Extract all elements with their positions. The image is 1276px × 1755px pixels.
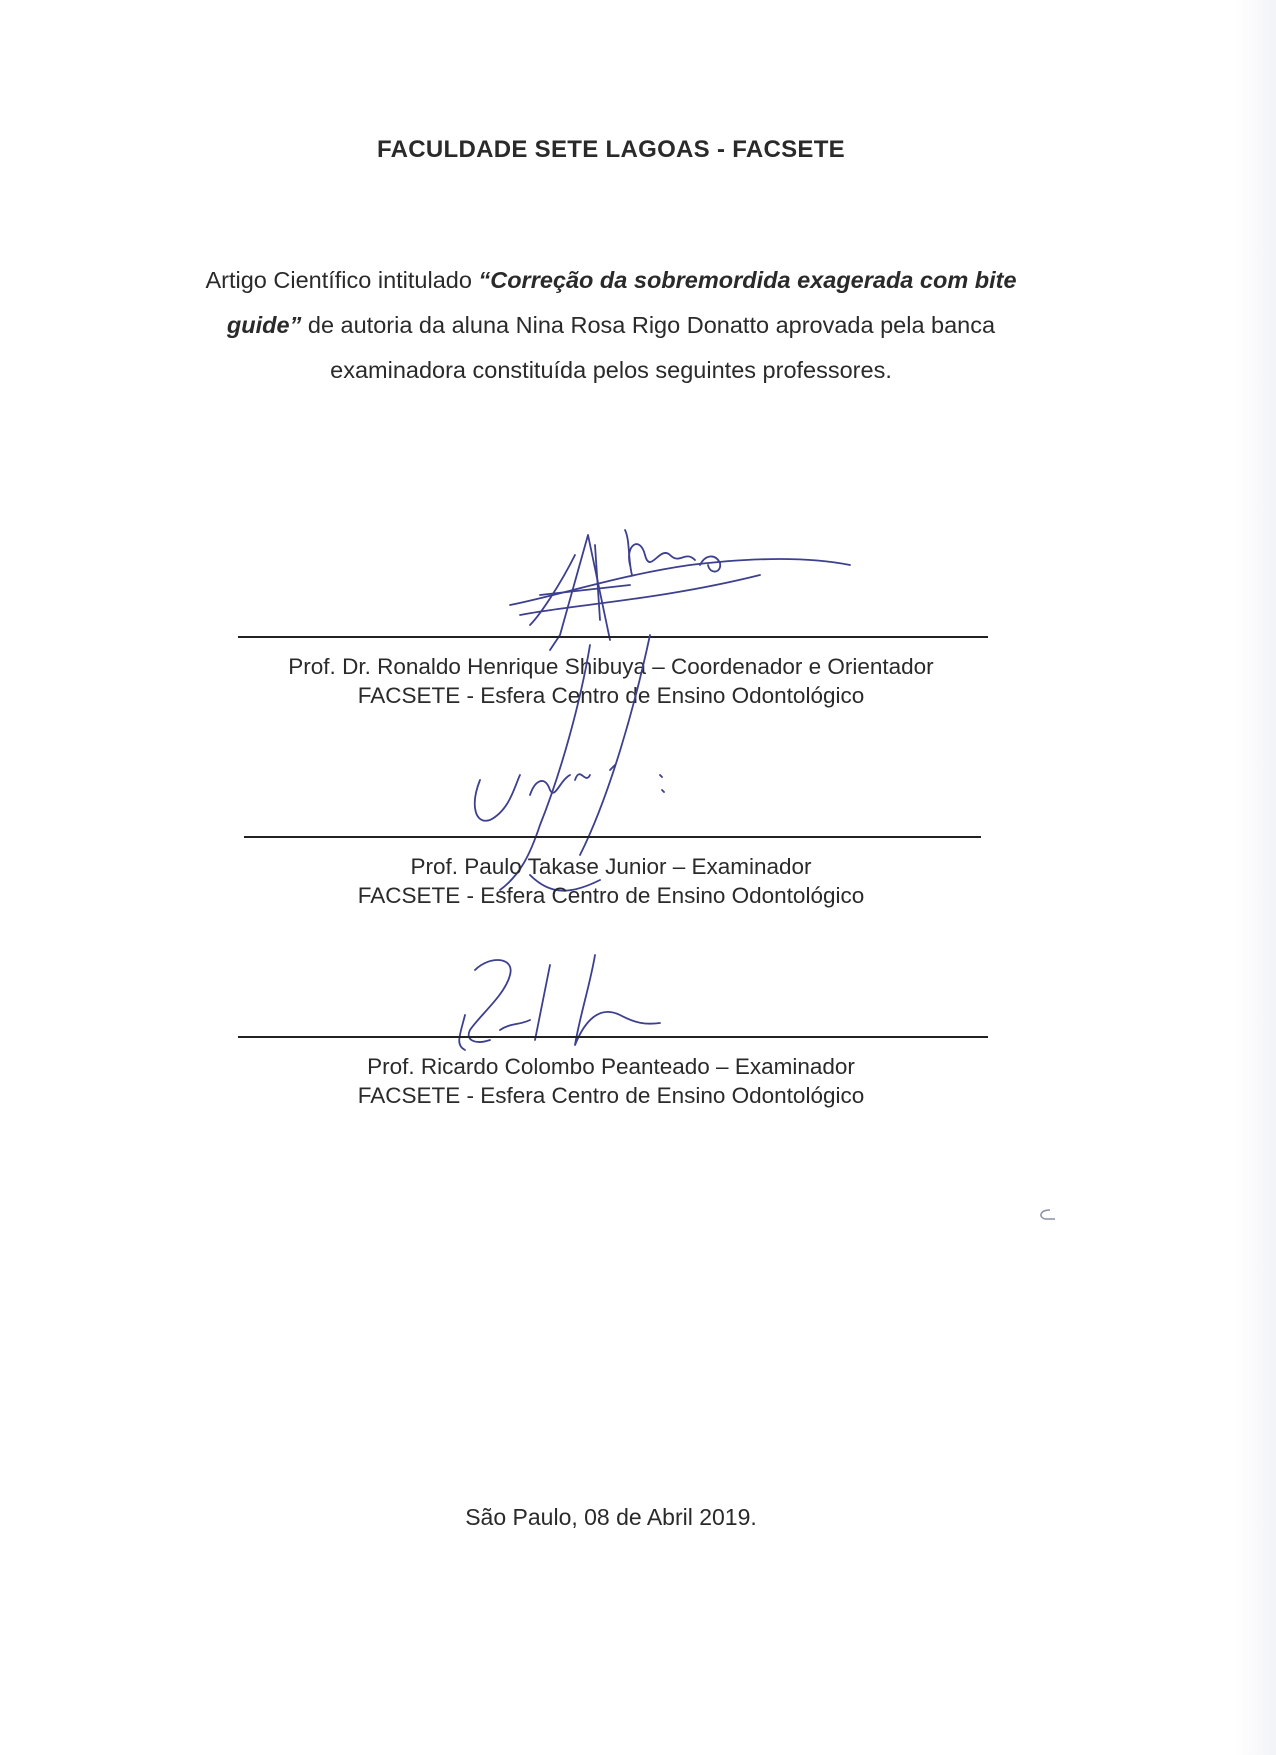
place-date: São Paulo, 08 de Abril 2019.: [465, 1504, 757, 1530]
approval-statement: [170, 258, 1052, 393]
examiner-2-name-role: Prof. Paulo Takase Junior – Examinador: [410, 854, 812, 879]
signature-3-graphic: [440, 945, 670, 1055]
examiner-2: [0, 852, 1222, 910]
scan-mark: [1030, 1205, 1060, 1225]
scan-edge-shadow: [1236, 0, 1276, 1755]
examiner-3: [0, 1052, 1222, 1110]
examiner-1-affiliation: FACSETE - Esfera Centro de Ensino Odontológico: [357, 683, 865, 708]
signature-line-3: [238, 1036, 988, 1038]
approval-intro: Artigo Científico intitulado: [205, 267, 479, 293]
institution-heading: FACULDADE SETE LAGOAS - FACSETE: [377, 136, 845, 163]
examiner-3-affiliation: FACSETE - Esfera Centro de Ensino Odontológico: [357, 1083, 865, 1108]
article-title: “Correção da sobremordida exagerada com bite guide”: [226, 267, 1017, 338]
signature-line-2: [244, 836, 981, 838]
examiner-1-name-role: Prof. Dr. Ronaldo Henrique Shibuya – Coordenador e Orientador: [288, 654, 934, 679]
approval-rest: de autoria da aluna Nina Rosa Rigo Donatto aprovada pela banca examinadora constituída pelos seguintes professores.: [301, 312, 996, 383]
examiner-3-name-role: Prof. Ricardo Colombo Peanteado – Examinador: [367, 1054, 855, 1079]
examiner-2-affiliation: FACSETE - Esfera Centro de Ensino Odontológico: [357, 883, 865, 908]
